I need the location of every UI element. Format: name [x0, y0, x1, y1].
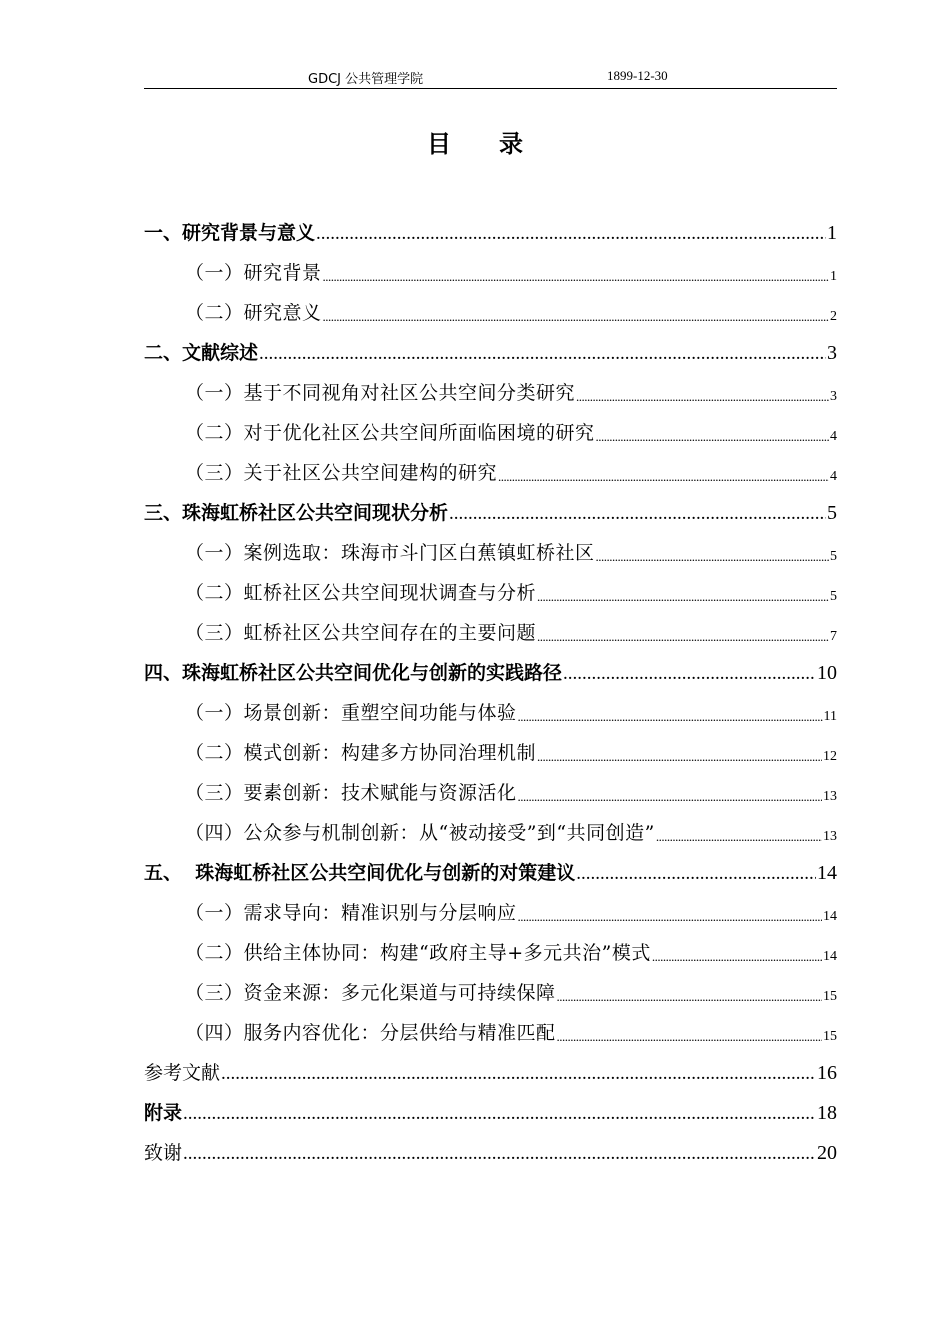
toc-leader [518, 909, 822, 925]
toc-entry-label: （二）虹桥社区公共空间现状调查与分析 [185, 582, 537, 604]
toc-leader [498, 469, 829, 485]
toc-entry[interactable] [144, 251, 837, 291]
toc-leader [557, 1029, 822, 1045]
toc-entry-label: （一）案例选取：珠海市斗门区白蕉镇虹桥社区 [185, 542, 595, 564]
toc-entry-page: 2 [830, 309, 837, 324]
toc-entry-page: 1 [827, 222, 837, 244]
toc-entry-label: 致谢 [144, 1142, 183, 1164]
toc-title: 目录 [427, 130, 571, 158]
toc-entry[interactable] [144, 691, 837, 731]
toc-leader [563, 663, 816, 685]
toc-entry-label: （二）模式创新：构建多方协同治理机制 [185, 742, 537, 764]
toc-entry-page: 14 [817, 862, 837, 884]
toc-entry[interactable] [144, 331, 837, 371]
toc-entry-page: 5 [830, 549, 837, 564]
toc-entry-page: 1 [830, 269, 837, 284]
toc-entry[interactable] [144, 771, 837, 811]
header-date: 1899-12-30 [607, 68, 668, 83]
toc-entry-page: 7 [830, 629, 837, 644]
toc-entry-page: 16 [817, 1062, 837, 1084]
toc-leader [259, 343, 826, 365]
toc-entry-page: 4 [830, 429, 837, 444]
toc-entry-page: 14 [823, 949, 837, 964]
toc-leader [518, 709, 823, 725]
toc-entry-label: （二）对于优化社区公共空间所面临困境的研究 [185, 422, 595, 444]
toc-entry-label: 附录 [144, 1102, 183, 1124]
toc-entry-label: 参考文献 [144, 1062, 221, 1084]
toc-entry-page: 4 [830, 469, 837, 484]
toc-entry-page: 13 [823, 829, 837, 844]
toc-entry-page: 20 [817, 1142, 837, 1164]
toc-entry-label: （一）场景创新：重塑空间功能与体验 [185, 702, 517, 724]
toc-entry[interactable] [144, 571, 837, 611]
toc-entry-page: 15 [823, 989, 837, 1004]
toc-entry-label: （一）基于不同视角对社区公共空间分类研究 [185, 382, 576, 404]
toc-entry[interactable] [144, 291, 837, 331]
toc-entry-label: 三、珠海虹桥社区公共空间现状分析 [144, 502, 449, 524]
toc-entry-page: 14 [823, 909, 837, 924]
toc-leader [652, 949, 822, 965]
toc-entry-page: 15 [823, 1029, 837, 1044]
toc-entry-label: （三）要素创新：技术赋能与资源活化 [185, 782, 517, 804]
toc-entry-label: （一）研究背景 [185, 262, 322, 284]
toc-leader [537, 749, 822, 765]
toc-entry[interactable] [144, 891, 837, 931]
toc-entry-label: （四）公众参与机制创新：从“被动接受”到“共同创造” [185, 822, 655, 844]
toc-entry[interactable] [144, 731, 837, 771]
toc-entry[interactable] [144, 931, 837, 971]
toc-leader [183, 1143, 816, 1165]
toc-entry-label: （三）关于社区公共空间建构的研究 [185, 462, 498, 484]
toc-leader [221, 1063, 816, 1085]
toc-leader [576, 863, 816, 885]
toc-leader [323, 309, 829, 325]
toc-entry[interactable] [144, 611, 837, 651]
toc-leader [596, 549, 829, 565]
toc-entry-label: 二、文献综述 [144, 342, 259, 364]
toc-entry-label: （三）虹桥社区公共空间存在的主要问题 [185, 622, 537, 644]
table-of-contents [144, 211, 837, 1171]
toc-entry-page: 3 [830, 389, 837, 404]
toc-entry-label: （一）需求导向：精准识别与分层响应 [185, 902, 517, 924]
toc-leader [576, 389, 829, 405]
header-institution: GDCJ 公共管理学院 [308, 72, 424, 87]
toc-entry-label: 一、研究背景与意义 [144, 222, 316, 244]
toc-leader [518, 789, 822, 805]
toc-entry[interactable] [144, 531, 837, 571]
toc-entry-label: 四、珠海虹桥社区公共空间优化与创新的实践路径 [144, 662, 563, 684]
toc-entry[interactable] [144, 411, 837, 451]
toc-entry[interactable] [144, 1051, 837, 1091]
toc-leader [449, 503, 826, 525]
toc-leader [183, 1103, 816, 1125]
toc-entry-label: 五、 珠海虹桥社区公共空间优化与创新的对策建议 [144, 862, 576, 884]
toc-entry-page: 13 [823, 789, 837, 804]
toc-entry-page: 12 [823, 749, 837, 764]
toc-entry-page: 3 [827, 342, 837, 364]
toc-entry-page: 10 [817, 662, 837, 684]
toc-entry-page: 18 [817, 1102, 837, 1124]
toc-leader [596, 429, 829, 445]
toc-entry-page: 11 [823, 709, 837, 724]
toc-entry[interactable] [144, 491, 837, 531]
toc-leader [537, 589, 829, 605]
toc-entry[interactable] [144, 811, 837, 851]
toc-entry-page: 5 [827, 502, 837, 524]
toc-leader [316, 223, 826, 245]
toc-entry-label: （四）服务内容优化：分层供给与精准匹配 [185, 1022, 556, 1044]
toc-leader [323, 269, 829, 285]
page-header [144, 64, 837, 89]
toc-entry[interactable] [144, 211, 837, 251]
toc-leader [656, 829, 822, 845]
toc-entry[interactable] [144, 1091, 837, 1131]
toc-entry-label: （二）供给主体协同：构建“政府主导+多元共治”模式 [185, 942, 651, 964]
toc-entry[interactable] [144, 651, 837, 691]
toc-entry[interactable] [144, 451, 837, 491]
toc-entry[interactable] [144, 971, 837, 1011]
toc-entry-page: 5 [830, 589, 837, 604]
toc-leader [557, 989, 822, 1005]
toc-entry-label: （二）研究意义 [185, 302, 322, 324]
toc-entry[interactable] [144, 1011, 837, 1051]
toc-entry-label: （三）资金来源：多元化渠道与可持续保障 [185, 982, 556, 1004]
toc-entry[interactable] [144, 851, 837, 891]
toc-entry[interactable] [144, 1131, 837, 1171]
toc-leader [537, 629, 829, 645]
toc-entry[interactable] [144, 371, 837, 411]
